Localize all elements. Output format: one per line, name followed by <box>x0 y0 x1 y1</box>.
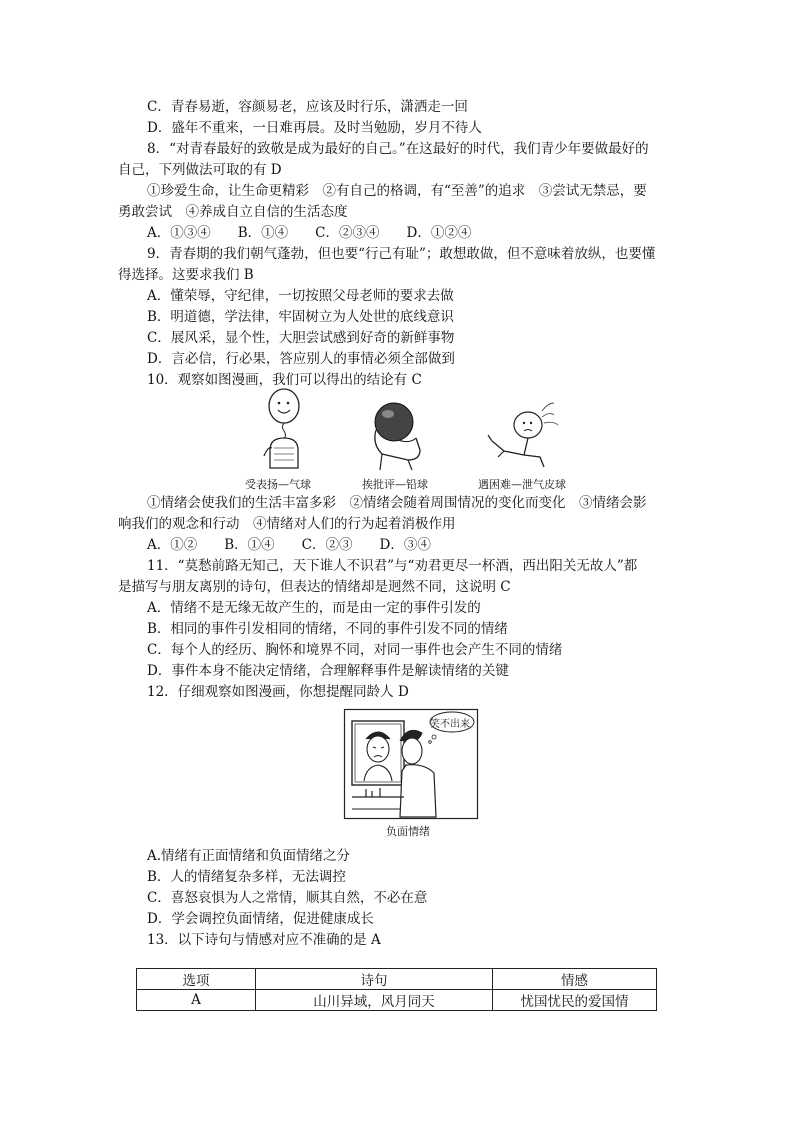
table-header-row <box>137 969 657 990</box>
q9-option-b: B．明道德，学法律，牢固树立为人处世的底线意识 <box>147 309 454 325</box>
q11-option-d: D．事件本身不能决定情绪，合理解释事件是解读情绪的关键 <box>147 663 509 679</box>
q11-stem-line2: 是描写与朋友离别的诗句，但表达的情绪却是迥然不同，这说明 C <box>118 579 511 595</box>
q9-stem-line1: 9．青春期的我们朝气蓬勃，但也要“行己有耻”；敢想敢做，但不意味着放纵，也要懂 <box>147 246 656 262</box>
q12-caption: 负面情绪 <box>386 825 430 838</box>
q9-option-c: C．展风采，显个性，大胆尝试感到好奇的新鲜事物 <box>147 330 455 346</box>
q12-option-a: A.情绪有正面情绪和负面情绪之分 <box>147 848 351 864</box>
table-cell: 山川异域，风月同天 <box>256 990 493 1011</box>
table-header-cell: 诗句 <box>256 969 493 990</box>
table-header-cell: 选项 <box>137 969 256 990</box>
q11-option-c: C．每个人的经历、胸怀和境界不同，对同一事件也会产生不同的情绪 <box>147 642 563 658</box>
q11-option-b: B．相同的事件引发相同的情绪，不同的事件引发不同的情绪 <box>147 621 508 637</box>
q10-caption-2: 挨批评—铅球 <box>362 478 428 491</box>
q9-stem-line2: 得选择。这要求我们 B <box>118 267 254 283</box>
q12-stem: 12．仔细观察如图漫画，你想提醒同龄人 D <box>147 684 409 700</box>
table-row <box>137 990 657 1011</box>
q7-option-d: D．盛年不重来，一日难再晨。及时当勉励，岁月不待人 <box>147 120 482 136</box>
q11-stem-line1: 11．“莫愁前路无知己，天下谁人不识君”与“劝君更尽一杯酒，西出阳关无故人”都 <box>147 558 638 574</box>
table-cell: 忧国忧民的爱国情 <box>493 990 657 1011</box>
q10-caption-3: 遇困难—泄气皮球 <box>478 478 566 491</box>
q12-bubble-text: 笑不出来 <box>430 719 470 730</box>
table-header-cell: 情感 <box>493 969 657 990</box>
q8-stem-line2: 自己，下列做法可取的有 D <box>118 162 282 178</box>
q8-options: A．①③④ B．①④ C．②③④ D．①②④ <box>147 225 472 241</box>
q7-option-c: C．青春易逝，容颜易老，应该及时行乐，潇洒走一回 <box>147 99 468 115</box>
q8-items-line1: ①珍爱生命，让生命更精彩 ②有自己的格调，有“至善”的追求 ③尝试无禁忌，要 <box>147 183 647 199</box>
q13-stem: 13．以下诗句与情感对应不准确的是 A <box>147 932 381 948</box>
q12-option-b: B．人的情绪复杂多样，无法调控 <box>147 869 346 885</box>
cartoon-shotput-figure <box>368 400 434 472</box>
q10-caption-1: 受表扬—气球 <box>245 478 311 491</box>
q8-items-line2: 勇敢尝试 ④养成自立自信的生活态度 <box>118 204 348 220</box>
q9-option-d: D．言必信，行必果，答应别人的事情必须全部做到 <box>147 351 455 367</box>
q10-stem: 10．观察如图漫画，我们可以得出的结论有 C <box>147 372 422 388</box>
q12-option-c: C．喜怒哀惧为人之常情，顺其自然，不必在意 <box>147 890 428 906</box>
table-cell: A <box>137 990 256 1011</box>
cartoon-deflated-ball-figure <box>484 395 570 471</box>
cartoon-balloon-figure <box>252 388 312 470</box>
q13-table <box>136 968 657 1011</box>
q9-option-a: A．懂荣辱，守纪律，一切按照父母老师的要求去做 <box>147 288 454 304</box>
q10-options: A．①② B．①④ C．②③ D．③④ <box>147 537 431 553</box>
q10-items-line1: ①情绪会使我们的生活丰富多彩 ②情绪会随着周围情况的变化而变化 ③情绪会影 <box>147 495 647 511</box>
q8-stem-line1: 8．“对青春最好的致敬是成为最好的自己。”在这最好的时代，我们青少年要做最好的 <box>147 141 649 157</box>
q12-option-d: D．学会调控负面情绪，促进健康成长 <box>147 911 374 927</box>
q10-items-line2: 响我们的观念和行动 ④情绪对人们的行为起着消极作用 <box>118 516 456 532</box>
q11-option-a: A．情绪不是无缘无故产生的，而是由一定的事件引发的 <box>147 600 481 616</box>
